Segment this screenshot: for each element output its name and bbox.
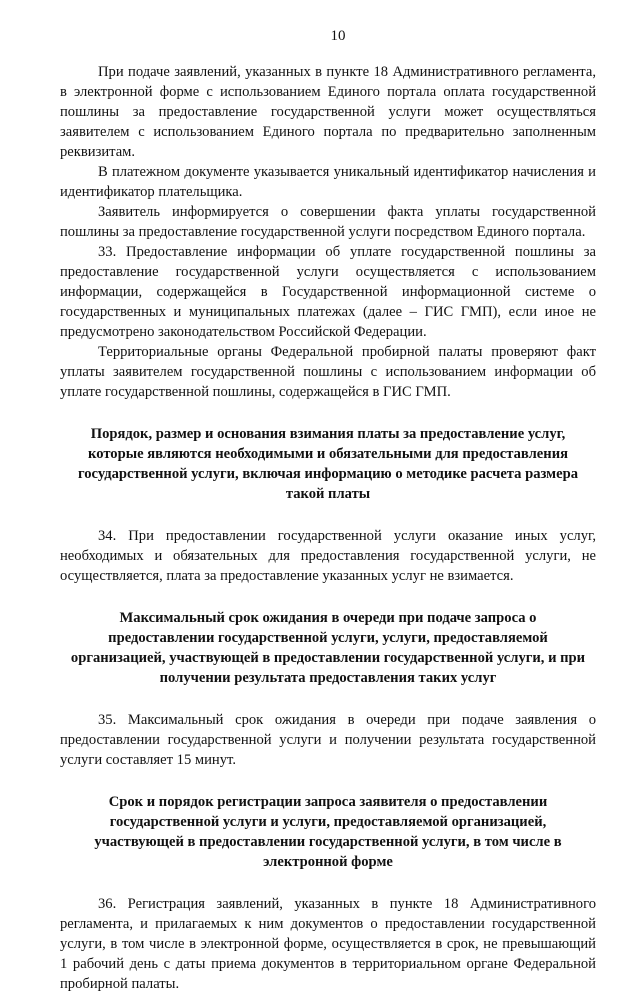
paragraph-36: 36. Регистрация заявлений, указанных в пункте 18 Административного регламента, и прилагаемых к ним документов о предоставлении государственной услуги, в том числе в электронной форме, осуществляется в срок, не превышающий 1 рабочий день с даты приема документов в территориальном органе Федеральной пробирной палаты. <box>60 896 596 992</box>
paragraph-34: 34. При предоставлении государственной услуги оказание иных услуг, необходимых и обязательных для предоставления государственной услуги, не осуществляется, плата за предоставление указанных услуг не взимается. <box>60 528 596 584</box>
paragraph-payment-notification: Заявитель информируется о совершении факта уплаты государственной пошлины за предоставление государственной услуги посредством Единого портала. <box>60 204 596 240</box>
section-heading-fee: Порядок, размер и основания взимания платы за предоставление услуг, которые являются необходимыми и обязательными для предоставления государственной услуги, включая информацию о методике расчета размера такой платы <box>77 426 579 502</box>
paragraph-33: 33. Предоставление информации об уплате государственной пошлины за предоставление государственной услуги осуществляется с использованием информации, содержащейся в Государственной информационной системе о государственных и муниципальных платежах (далее – ГИС ГМП), если иное не предусмотрено законодательством Российской Федерации. <box>60 244 596 340</box>
paragraph-online-payment: При подаче заявлений, указанных в пункте 18 Административного регламента, в электронной форме с использованием Единого портала оплата государственной пошлины за предоставление государственной услуги может осуществляться заявителем с использованием Единого портала по предварительно заполненным реквизитам. <box>60 64 596 160</box>
section-heading-queue: Максимальный срок ожидания в очереди при подаче запроса о предоставлении государственной услуги, услуги, предоставляемой организацией, участвующей в предоставлении государственной услуги, и при получении результата предоставления таких услуг <box>70 610 586 686</box>
section-heading-registration: Срок и порядок регистрации запроса заявителя о предоставлении государственной услуги и услуги, предоставляемой организацией, участвующей в предоставлении государственной услуги, в том числе в электронной форме <box>94 794 562 870</box>
paragraph-territorial-check: Территориальные органы Федеральной пробирной палаты проверяют факт уплаты заявителем государственной пошлины с использованием информации об уплате государственной пошлины, содержащейся в ГИС ГМП. <box>60 344 596 400</box>
document-page <box>60 26 596 994</box>
page-number: 10 <box>330 28 346 44</box>
paragraph-payment-document: В платежном документе указывается уникальный идентификатор начисления и идентификатор плательщика. <box>60 164 596 200</box>
paragraph-35: 35. Максимальный срок ожидания в очереди при подаче заявления о предоставлении государственной услуги и получении результата государственной услуги составляет 15 минут. <box>60 712 596 768</box>
